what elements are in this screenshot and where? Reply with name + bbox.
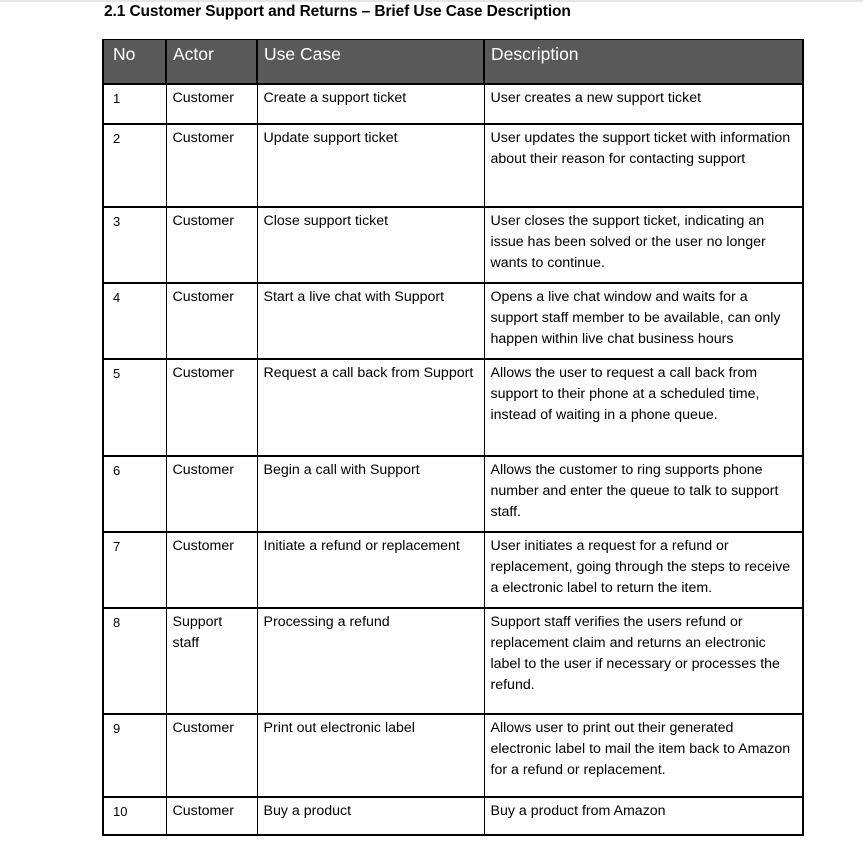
cell-no: 6 xyxy=(103,456,166,532)
cell-description: Allows the user to request a call back from support to their phone at a scheduled time, instead of waiting in a phone queue. xyxy=(484,359,803,456)
cell-description: User creates a new support ticket xyxy=(484,84,803,124)
cell-use-case: Buy a product xyxy=(257,797,484,835)
cell-actor: Customer xyxy=(166,283,257,359)
cell-no: 3 xyxy=(103,207,166,283)
cell-actor: Customer xyxy=(166,797,257,835)
table-body xyxy=(103,84,803,835)
cell-actor: Customer xyxy=(166,359,257,456)
cell-no: 4 xyxy=(103,283,166,359)
cell-use-case: Close support ticket xyxy=(257,207,484,283)
table-row xyxy=(103,532,803,608)
cell-actor: Support staff xyxy=(166,608,257,714)
cell-no: 9 xyxy=(103,714,166,797)
cell-description: Allows user to print out their generated electronic label to mail the item back to Amazon for a refund or replacement. xyxy=(484,714,803,797)
header-row xyxy=(103,40,803,84)
table-row xyxy=(103,207,803,283)
cell-use-case: Print out electronic label xyxy=(257,714,484,797)
cell-description: Allows the customer to ring supports phone number and enter the queue to talk to support staff. xyxy=(484,456,803,532)
cell-actor: Customer xyxy=(166,84,257,124)
cell-actor: Customer xyxy=(166,714,257,797)
table-row xyxy=(103,608,803,714)
table-header xyxy=(103,40,803,84)
cell-use-case: Initiate a refund or replacement xyxy=(257,532,484,608)
cell-no: 10 xyxy=(103,797,166,835)
cell-no: 7 xyxy=(103,532,166,608)
cell-use-case: Start a live chat with Support xyxy=(257,283,484,359)
column-header-actor: Actor xyxy=(166,40,257,84)
cell-actor: Customer xyxy=(166,532,257,608)
table-row xyxy=(103,359,803,456)
section-heading: 2.1 Customer Support and Returns – Brief Use Case Description xyxy=(104,3,571,20)
use-case-table xyxy=(102,39,804,836)
cell-actor: Customer xyxy=(166,124,257,207)
cell-no: 1 xyxy=(103,84,166,124)
cell-use-case: Create a support ticket xyxy=(257,84,484,124)
table-row xyxy=(103,797,803,835)
column-header-use-case: Use Case xyxy=(257,40,484,84)
table-row xyxy=(103,283,803,359)
table-row xyxy=(103,124,803,207)
table-row xyxy=(103,714,803,797)
cell-no: 8 xyxy=(103,608,166,714)
cell-use-case: Request a call back from Support xyxy=(257,359,484,456)
cell-no: 2 xyxy=(103,124,166,207)
cell-description: User closes the support ticket, indicating an issue has been solved or the user no longer wants to continue. xyxy=(484,207,803,283)
cell-actor: Customer xyxy=(166,456,257,532)
cell-use-case: Begin a call with Support xyxy=(257,456,484,532)
cell-actor: Customer xyxy=(166,207,257,283)
column-header-description: Description xyxy=(484,40,803,84)
cell-description: Support staff verifies the users refund or replacement claim and returns an electronic label to the user if necessary or processes the refund. xyxy=(484,608,803,714)
cell-description: User initiates a request for a refund or replacement, going through the steps to receive a electronic label to return the item. xyxy=(484,532,803,608)
cell-description: User updates the support ticket with information about their reason for contacting support xyxy=(484,124,803,207)
cell-description: Opens a live chat window and waits for a support staff member to be available, can only happen within live chat business hours xyxy=(484,283,803,359)
table-row xyxy=(103,456,803,532)
page-top-rule xyxy=(0,0,863,2)
cell-description: Buy a product from Amazon xyxy=(484,797,803,835)
table-row xyxy=(103,84,803,124)
cell-no: 5 xyxy=(103,359,166,456)
cell-use-case: Processing a refund xyxy=(257,608,484,714)
column-header-no: No xyxy=(103,40,166,84)
cell-use-case: Update support ticket xyxy=(257,124,484,207)
